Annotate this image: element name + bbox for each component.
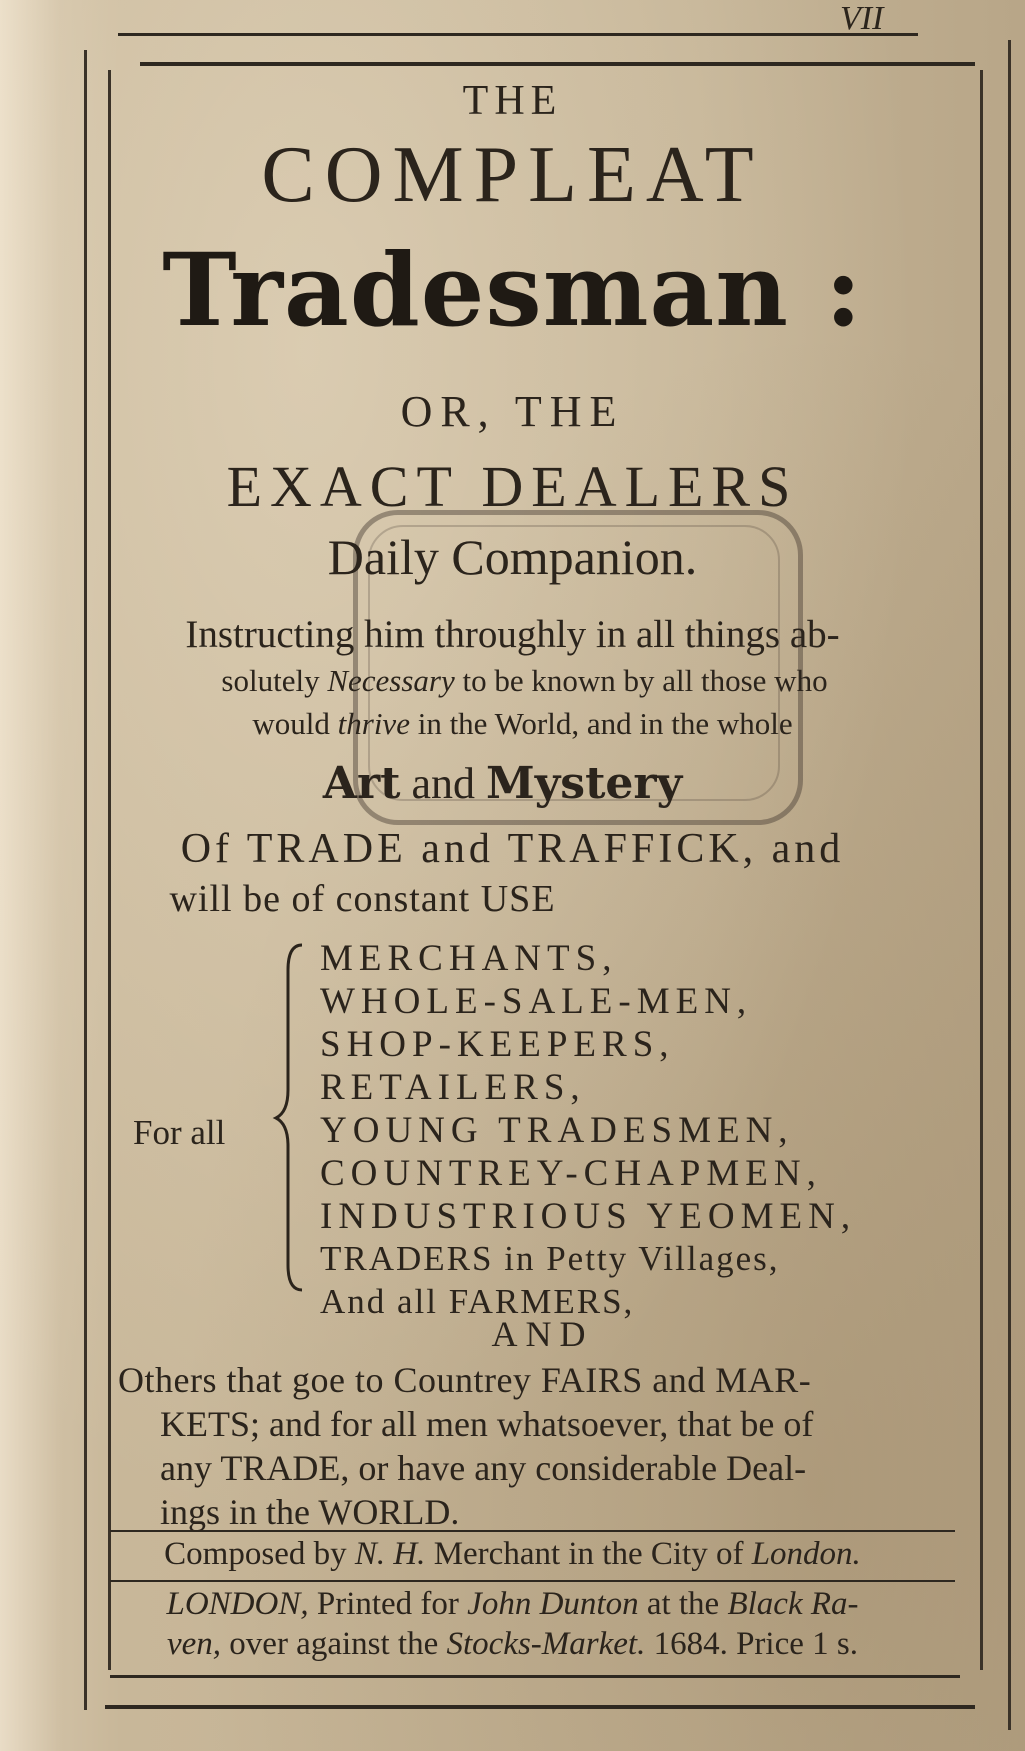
composed-by xyxy=(0,1538,1025,1571)
desc-mystery: Mystery xyxy=(486,758,683,809)
printed-london: LONDON, xyxy=(166,1586,309,1622)
desc-line-1: Instructing him throughly in all things ab- xyxy=(185,613,840,656)
desc-line-3-a: would xyxy=(252,706,338,741)
for-all-label: For all xyxy=(133,1113,226,1152)
title-exact-dealers: EXACT DEALERS xyxy=(226,454,799,519)
desc-line-3-c: in the World, and in the whole xyxy=(409,706,793,741)
for-all-item: WHOLE-SALE-MEN, xyxy=(320,981,753,1022)
composed-london: London. xyxy=(751,1536,861,1572)
printed-stocks-market: Stocks-Market. xyxy=(446,1626,646,1662)
and-line: AND xyxy=(491,1314,594,1354)
top-rule-inner xyxy=(140,62,975,66)
desc-line-2-a: solutely xyxy=(221,663,328,698)
desc-line-5: Of TRADE and TRAFFICK, and xyxy=(180,826,845,872)
for-all-item: MERCHANTS, xyxy=(320,938,618,979)
desc-line-2-necessary: Necessary xyxy=(327,663,455,698)
composed-a: Composed by xyxy=(164,1536,355,1572)
bottom-rule xyxy=(110,1675,960,1678)
page-number: VII xyxy=(840,0,884,37)
others-line-2: KETS; and for all men whatsoever, that be of xyxy=(160,1404,814,1444)
title-tradesman: Tradesman : xyxy=(162,231,863,349)
curly-brace xyxy=(272,940,308,1295)
desc-line-4 xyxy=(0,758,1015,809)
desc-and: and xyxy=(400,759,487,808)
title-daily-companion: Daily Companion. xyxy=(327,529,698,585)
others-line-1: Others that goe to Countrey FAIRS and MAR- xyxy=(118,1360,812,1400)
bottom-rule-outer xyxy=(105,1705,975,1709)
others-paragraph xyxy=(118,1358,958,1534)
others-line-4: ings in the WORLD. xyxy=(160,1492,460,1532)
desc-line-3-thrive: thrive xyxy=(337,706,410,741)
desc-line-6: will be of constant USE xyxy=(169,878,556,920)
printed-black-raven: Black Ra- xyxy=(727,1586,859,1622)
printed-for: Printed for xyxy=(308,1586,468,1622)
printed-over-against: over against the xyxy=(221,1626,447,1662)
for-all-item: TRADERS in Petty Villages, xyxy=(320,1239,780,1278)
title-the: THE xyxy=(462,78,563,124)
desc-art: Art xyxy=(322,758,401,809)
for-all-item: SHOP-KEEPERS, xyxy=(320,1024,675,1065)
printed-date-price: 1684. Price 1 s. xyxy=(645,1626,858,1662)
title-compleat: COMPLEAT xyxy=(261,131,764,219)
printed-line-1 xyxy=(0,1588,1025,1621)
imprint-mid-rule xyxy=(110,1580,955,1582)
for-all-item: And all FARMERS, xyxy=(320,1282,635,1321)
printed-at-the: at the xyxy=(638,1586,728,1622)
printed-dunton: John Dunton xyxy=(467,1586,639,1622)
composed-author: N. H. xyxy=(354,1536,426,1572)
printed-line-2 xyxy=(0,1628,1025,1661)
title-or-the: OR, THE xyxy=(400,387,625,436)
top-rule xyxy=(118,33,918,36)
for-all-item: INDUSTRIOUS YEOMEN, xyxy=(320,1196,857,1237)
others-line-3: any TRADE, or have any considerable Deal- xyxy=(160,1448,807,1488)
desc-line-3 xyxy=(10,708,1025,739)
desc-line-2 xyxy=(12,665,1025,696)
composed-c: Merchant in the City of xyxy=(425,1536,752,1572)
desc-line-2-c: to be known by all those who xyxy=(454,663,828,698)
for-all-item: YOUNG TRADESMEN, xyxy=(320,1110,794,1151)
for-all-item: COUNTREY-CHAPMEN, xyxy=(320,1153,822,1194)
for-all-item: RETAILERS, xyxy=(320,1067,586,1108)
printed-ven: ven, xyxy=(167,1626,222,1662)
